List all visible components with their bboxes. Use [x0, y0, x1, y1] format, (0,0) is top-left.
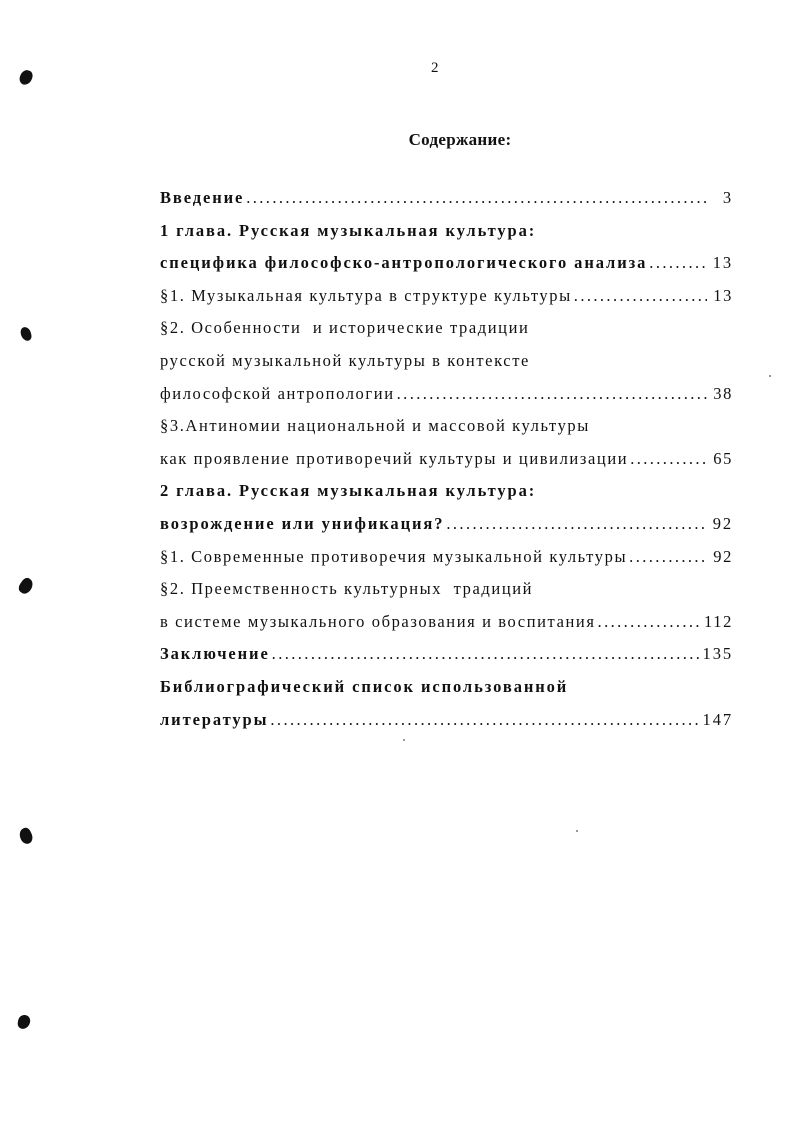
table-of-contents: [160, 188, 733, 742]
toc-entry-text: специфика философско-антропологического анализа: [160, 253, 648, 273]
toc-entry-page: 112: [704, 611, 733, 631]
dot-leader: [630, 449, 707, 469]
dot-leader: [598, 612, 701, 632]
toc-entry: [160, 579, 733, 612]
toc-entry-page: 135: [702, 644, 733, 664]
toc-entry-text: §1. Музыкальная культура в структуре культуры: [160, 285, 572, 305]
scan-speck: [403, 739, 405, 741]
toc-entry: [160, 644, 733, 677]
toc-entry: [160, 188, 733, 221]
toc-entry-text: 1 глава. Русская музыкальная культура:: [160, 220, 537, 240]
toc-entry: [160, 677, 733, 710]
toc-entry: [160, 514, 733, 547]
dot-leader: [246, 188, 707, 208]
hole-punch-mark: [17, 1014, 31, 1030]
toc-entry: [160, 416, 733, 449]
toc-entry-text: философской антропологии: [160, 383, 395, 403]
toc-entry: [160, 384, 733, 417]
dot-leader: [446, 514, 707, 534]
dot-leader: [270, 710, 698, 730]
toc-entry-page: 13: [713, 285, 733, 305]
dot-leader: [629, 547, 707, 567]
hole-punch-mark: [19, 326, 32, 342]
toc-entry: [160, 612, 733, 645]
toc-entry-text: Заключение: [160, 644, 270, 664]
toc-entry-page: 92: [712, 513, 733, 533]
dot-leader: [649, 253, 707, 273]
toc-entry: [160, 286, 733, 319]
toc-entry: [160, 253, 733, 286]
toc-entry-text: §2. Особенности и исторические традиции: [160, 318, 530, 338]
toc-entry-page: 92: [713, 546, 733, 566]
page-number: 2: [431, 60, 439, 76]
hole-punch-mark: [16, 576, 35, 596]
dot-leader: [574, 286, 707, 306]
toc-entry-text: §3.Антиномии национальной и массовой культуры: [160, 416, 590, 436]
toc-entry-text: возрождение или унификация?: [160, 513, 445, 533]
toc-entry-page: 13: [712, 253, 733, 273]
toc-entry-text: 2 глава. Русская музыкальная культура:: [160, 481, 537, 501]
toc-entry: [160, 449, 733, 482]
toc-title: Содержание:: [408, 130, 512, 149]
dot-leader: [397, 384, 707, 404]
toc-entry: [160, 481, 733, 514]
toc-entry: [160, 547, 733, 580]
toc-entry-text: литературы: [160, 709, 269, 729]
toc-entry-text: в системе музыкального образования и воспитания: [160, 611, 596, 631]
toc-entry: [160, 351, 733, 384]
toc-entry: [160, 710, 733, 743]
toc-entry-text: Введение: [160, 188, 245, 207]
toc-entry: [160, 221, 733, 254]
dot-leader: [272, 644, 699, 664]
toc-entry-text: §1. Современные противоречия музыкальной культуры: [160, 546, 628, 566]
toc-entry-page: 147: [702, 709, 733, 729]
scan-speck: [576, 830, 578, 832]
toc-entry-page: 65: [713, 448, 733, 468]
toc-entry-page: 38: [713, 383, 733, 403]
hole-punch-mark: [17, 826, 35, 846]
toc-entry: [160, 318, 733, 351]
toc-entry-text: §2. Преемственность культурных традиций: [160, 579, 534, 599]
toc-entry-page: 3: [722, 188, 733, 207]
toc-entry-text: Библиографический список использованной: [160, 676, 569, 696]
scan-speck: [769, 375, 771, 377]
toc-entry-text: русской музыкальной культуры в контексте: [160, 350, 530, 370]
toc-entry-text: как проявление противоречий культуры и цивилизации: [160, 448, 629, 468]
